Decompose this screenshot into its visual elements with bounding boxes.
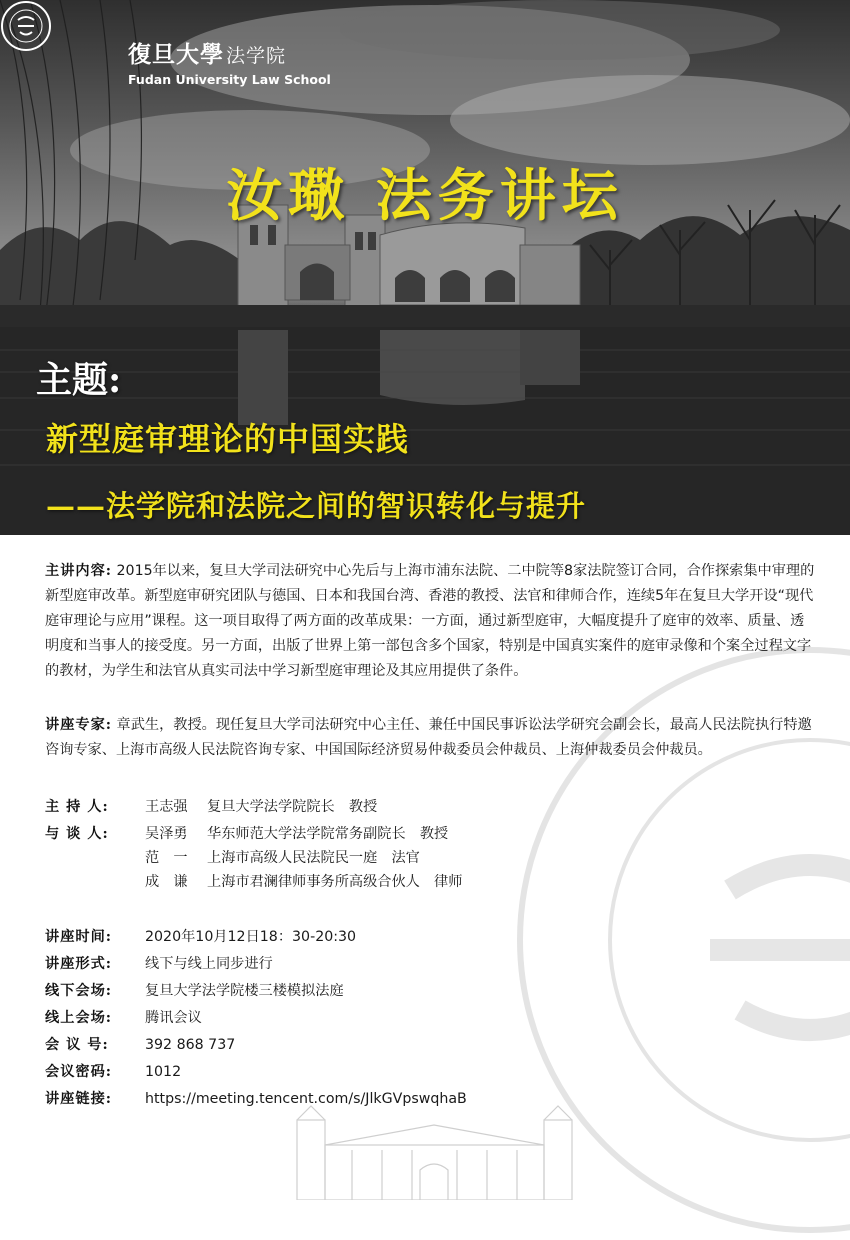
host-row [45, 795, 377, 819]
detail-label: 线下会场: [45, 983, 112, 999]
detail-label: 讲座链接: [45, 1091, 112, 1107]
detail-label: 会议密码: [45, 1064, 112, 1080]
detail-value: 线下与线上同步进行 [145, 956, 273, 972]
detail-label: 讲座形式: [45, 956, 112, 972]
discussant-title: 华东师范大学法学院常务副院长 教授 [207, 826, 449, 842]
detail-label: 会 议 号: [45, 1037, 109, 1053]
meeting-link[interactable]: https://meeting.tencent.com/s/JlkGVpswqhaB [145, 1091, 467, 1107]
discussant-name: 吴泽勇 [145, 826, 188, 842]
time-row [45, 925, 356, 949]
detail-value: 1012 [145, 1064, 182, 1080]
lecture-content [45, 559, 815, 684]
university-name: 復旦大學 [128, 41, 224, 68]
content-text: 2015年以来，复旦大学司法研究中心先后与上海市浦东法院、二中院等8家法院签订合同，合作探索集中审理的新型庭审改革。新型庭审研究团队与德国、日本和我国台湾、香港的教授、法官和律师合作，连续5年在复旦大学开设“现代庭审理论与应用”课程。这一项目取得了两方面的改革成果：一方面，通过新型庭审，大幅度提升了庭审的效率、质量、透明度和当事人的接受度。另一方面，出版了世界上第一部包含多个国家，特别是中国真实案件的庭审录像和个案全过程文字的教材，为学生和法官从真实司法中学习新型庭审理论及其应用提供了条件。 [45, 563, 815, 679]
detail-label: 线上会场: [45, 1010, 112, 1026]
school-name-cn [128, 36, 286, 69]
content-label: 主讲内容: [45, 563, 112, 579]
offline-venue-row [45, 979, 344, 1003]
building-outline-icon [292, 1100, 577, 1200]
school-name-en: Fudan University Law School [128, 72, 331, 87]
theme-main: 新型庭审理论的中国实践 [46, 420, 410, 458]
detail-label: 讲座时间: [45, 929, 112, 945]
forum-title: 汝璥 法务讲坛 [226, 163, 624, 229]
theme-label: 主题: [36, 359, 122, 401]
expert-label: 讲座专家: [45, 717, 112, 733]
meeting-link-row [45, 1087, 467, 1111]
discussant-name: 范 一 [145, 850, 188, 866]
discussant-row [145, 870, 462, 894]
fudan-seal-icon [0, 0, 52, 52]
host-title: 复旦大学法学院院长 教授 [207, 799, 378, 815]
format-row [45, 952, 273, 976]
detail-value: 2020年10月12日18：30-20:30 [145, 929, 357, 945]
lecture-expert [45, 713, 815, 763]
theme-subtitle: ——法学院和法院之间的智识转化与提升 [46, 489, 587, 523]
online-venue-row [45, 1006, 202, 1030]
discussant-name: 成 谦 [145, 874, 188, 890]
discussant-title: 上海市君澜律师事务所高级合伙人 律师 [207, 874, 463, 890]
expert-text: 章武生，教授。现任复旦大学司法研究中心主任、兼任中国民事诉讼法学研究会副会长，最高人民法院执行特邀咨询专家、上海市高级人民法院咨询专家、中国国际经济贸易仲裁委员会仲裁员、上海仲裁委员会仲裁员。 [45, 717, 812, 758]
discussant-title: 上海市高级人民法院民一庭 法官 [207, 850, 420, 866]
detail-value: 腾讯会议 [145, 1010, 202, 1026]
faculty-name: 法学院 [226, 45, 287, 67]
host-label: 主 持 人: [45, 799, 109, 815]
meeting-id-row [45, 1033, 235, 1057]
host-name: 王志强 [145, 799, 188, 815]
discussants-label: 与 谈 人: [45, 826, 109, 842]
meeting-password-row [45, 1060, 181, 1084]
hero-banner [0, 0, 850, 535]
discussant-row [45, 822, 448, 846]
detail-value: 392 868 737 [145, 1037, 236, 1053]
discussant-row [145, 846, 420, 870]
detail-value: 复旦大学法学院楼三楼模拟法庭 [145, 983, 344, 999]
